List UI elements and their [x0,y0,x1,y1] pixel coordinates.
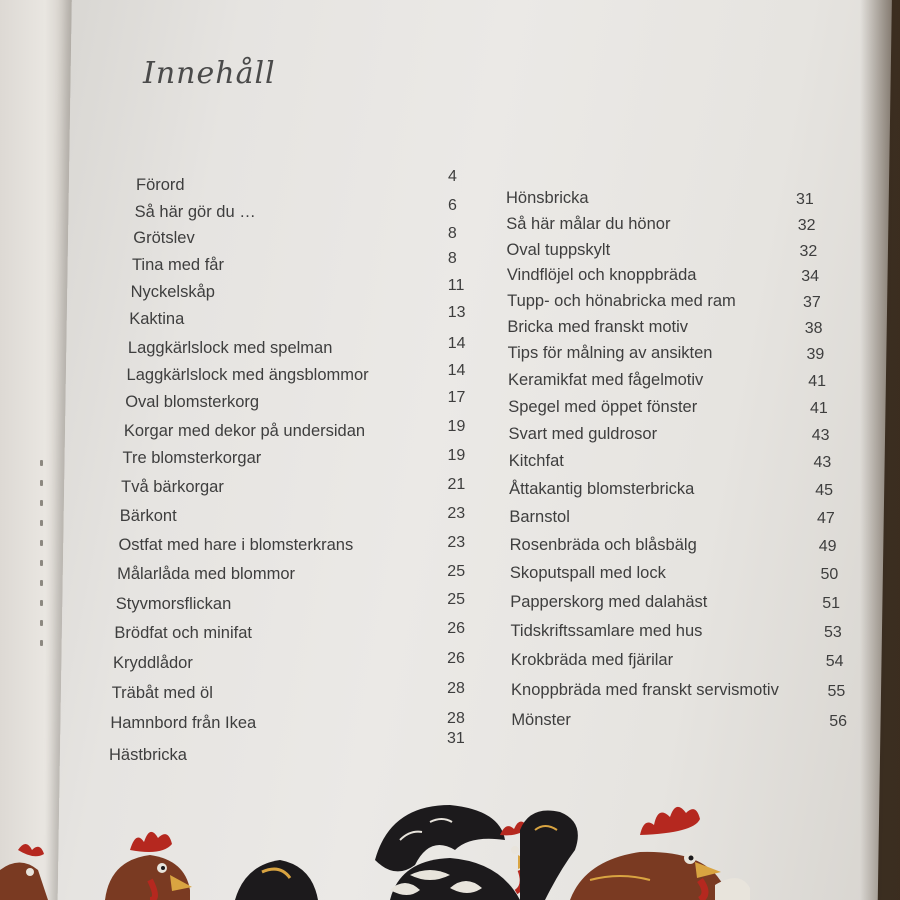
toc-entry-label: Papperskorg med dalahäst [510,593,708,611]
toc-entry-page: 28 [447,680,465,697]
toc-entry-page: 13 [447,304,466,321]
toc-entry-page: 14 [447,362,466,379]
black-hen-icon [235,860,318,900]
toc-entry-label: Bärkont [119,507,177,525]
hen-left-icon [0,844,48,900]
toc-entry-page: 14 [447,335,466,352]
toc-entry-label: Tre blomsterkorgar [122,449,262,467]
toc-entry-page: 28 [447,710,465,727]
toc-entry-label: Korgar med dekor på undersidan [123,422,366,440]
toc-entry-page: 21 [447,476,466,493]
toc-entry-page: 41 [808,373,827,390]
toc-entry-page: 23 [447,534,466,551]
toc-entry-page: 8 [447,250,457,267]
toc-entry-label: Hamnbord från Ikea [110,714,257,732]
rooster-illustration [0,800,900,900]
toc-entry-page: 38 [804,320,823,337]
toc-entry-label: Kaktina [129,310,185,328]
toc-entry-label: Så här gör du … [134,203,256,221]
rooster-small-icon [105,832,192,900]
toc-entry-label: Mönster [511,711,571,729]
toc-entry-label: Knoppbräda med franskt servismotiv [511,681,779,699]
toc-entry-page: 34 [801,268,820,285]
toc-entry-page: 19 [447,418,466,435]
toc-entry-page: 23 [447,505,466,522]
toc-entry-page: 8 [447,225,457,242]
toc-entry-label: Krokbräda med fjärilar [510,651,674,669]
toc-entry-label: Oval tuppskylt [506,241,611,259]
toc-entry-label: Barnstol [509,508,570,526]
curled-tail-icon [520,810,578,900]
toc-entry-label: Oval blomsterkorg [125,393,260,411]
toc-entry-page: 32 [797,217,816,234]
binding-stitches [38,460,46,660]
toc-entry-page: 26 [447,620,465,637]
toc-entry-page: 51 [822,595,841,612]
toc-entry-label: Två bärkorgar [121,478,224,496]
toc-entry-page: 49 [818,538,837,555]
toc-entry-label: Svart med guldrosor [508,425,658,443]
toc-entry-label: Kryddlådor [113,654,193,672]
toc-entry-label: Spegel med öppet fönster [508,398,698,416]
toc-entry-label: Förord [136,176,185,194]
table-edge-shadow [860,0,900,900]
toc-entry-page: 25 [447,563,466,580]
toc-entry-label: Träbåt med öl [111,684,213,702]
toc-entry-page: 19 [447,447,466,464]
toc-entry-label: Styvmorsflickan [115,595,232,613]
toc-entry-page: 31 [796,191,814,208]
toc-entry-page: 26 [447,650,465,667]
toc-entry-label: Laggkärlslock med spelman [127,339,333,357]
toc-entry-page: 53 [824,624,842,641]
toc-entry-label: Vindflöjel och knoppbräda [506,266,697,284]
toc-entry-label: Grötslev [133,229,195,247]
toc-entry-label: Keramikfat med fågelmotiv [507,371,704,389]
toc-entry-page: 25 [447,591,466,608]
toc-entry-page: 47 [817,510,835,527]
toc-entry-label: Kitchfat [508,452,564,470]
toc-entry-label: Tips för målning av ansikten [507,344,713,362]
toc-entry-page: 55 [827,683,846,700]
toc-entry-page: 50 [820,566,839,583]
toc-entry-page: 43 [813,454,832,471]
toc-entry-label: Nyckelskåp [130,283,215,301]
toc-entry-page: 4 [448,168,457,185]
toc-entry-page: 31 [447,730,465,747]
toc-entry-page: 37 [803,294,821,311]
toc-entry-page: 43 [811,427,830,444]
toc-entry-label: Rosenbräda och blåsbälg [509,536,697,554]
toc-entry-label: Tidskriftssamlare med hus [510,622,703,640]
toc-entry-label: Ostfat med hare i blomsterkrans [118,536,354,554]
toc-entry-label: Hönsbricka [506,189,589,207]
toc-entry-label: Så här målar du hönor [506,215,671,233]
toc-entry-label: Skoputspall med lock [509,564,666,582]
toc-entry-label: Tina med får [131,256,224,274]
toc-entry-page: 54 [825,653,844,670]
toc-entry-label: Åttakantig blomsterbricka [509,480,695,498]
toc-entry-page: 6 [447,197,457,214]
toc-entry-label: Målarlåda med blommor [117,565,295,583]
toc-entry-label: Hästbricka [109,746,187,764]
toc-entry-page: 32 [799,243,818,260]
toc-entry-page: 39 [806,346,825,363]
toc-entry-label: Brödfat och minifat [114,624,252,642]
toc-entry-page: 17 [447,389,466,406]
toc-entry-label: Bricka med franskt motiv [507,318,689,336]
toc-title: Innehåll [143,56,276,91]
toc-entry-page: 11 [447,277,465,294]
toc-entry-page: 45 [815,482,834,499]
brown-rooster-icon [570,807,750,900]
toc-entry-page: 56 [829,713,848,730]
toc-entry-page: 41 [810,400,828,417]
toc-entry-label: Tupp- och hönabricka med ram [507,292,736,310]
toc-entry-label: Laggkärlslock med ängsblommor [126,366,369,384]
